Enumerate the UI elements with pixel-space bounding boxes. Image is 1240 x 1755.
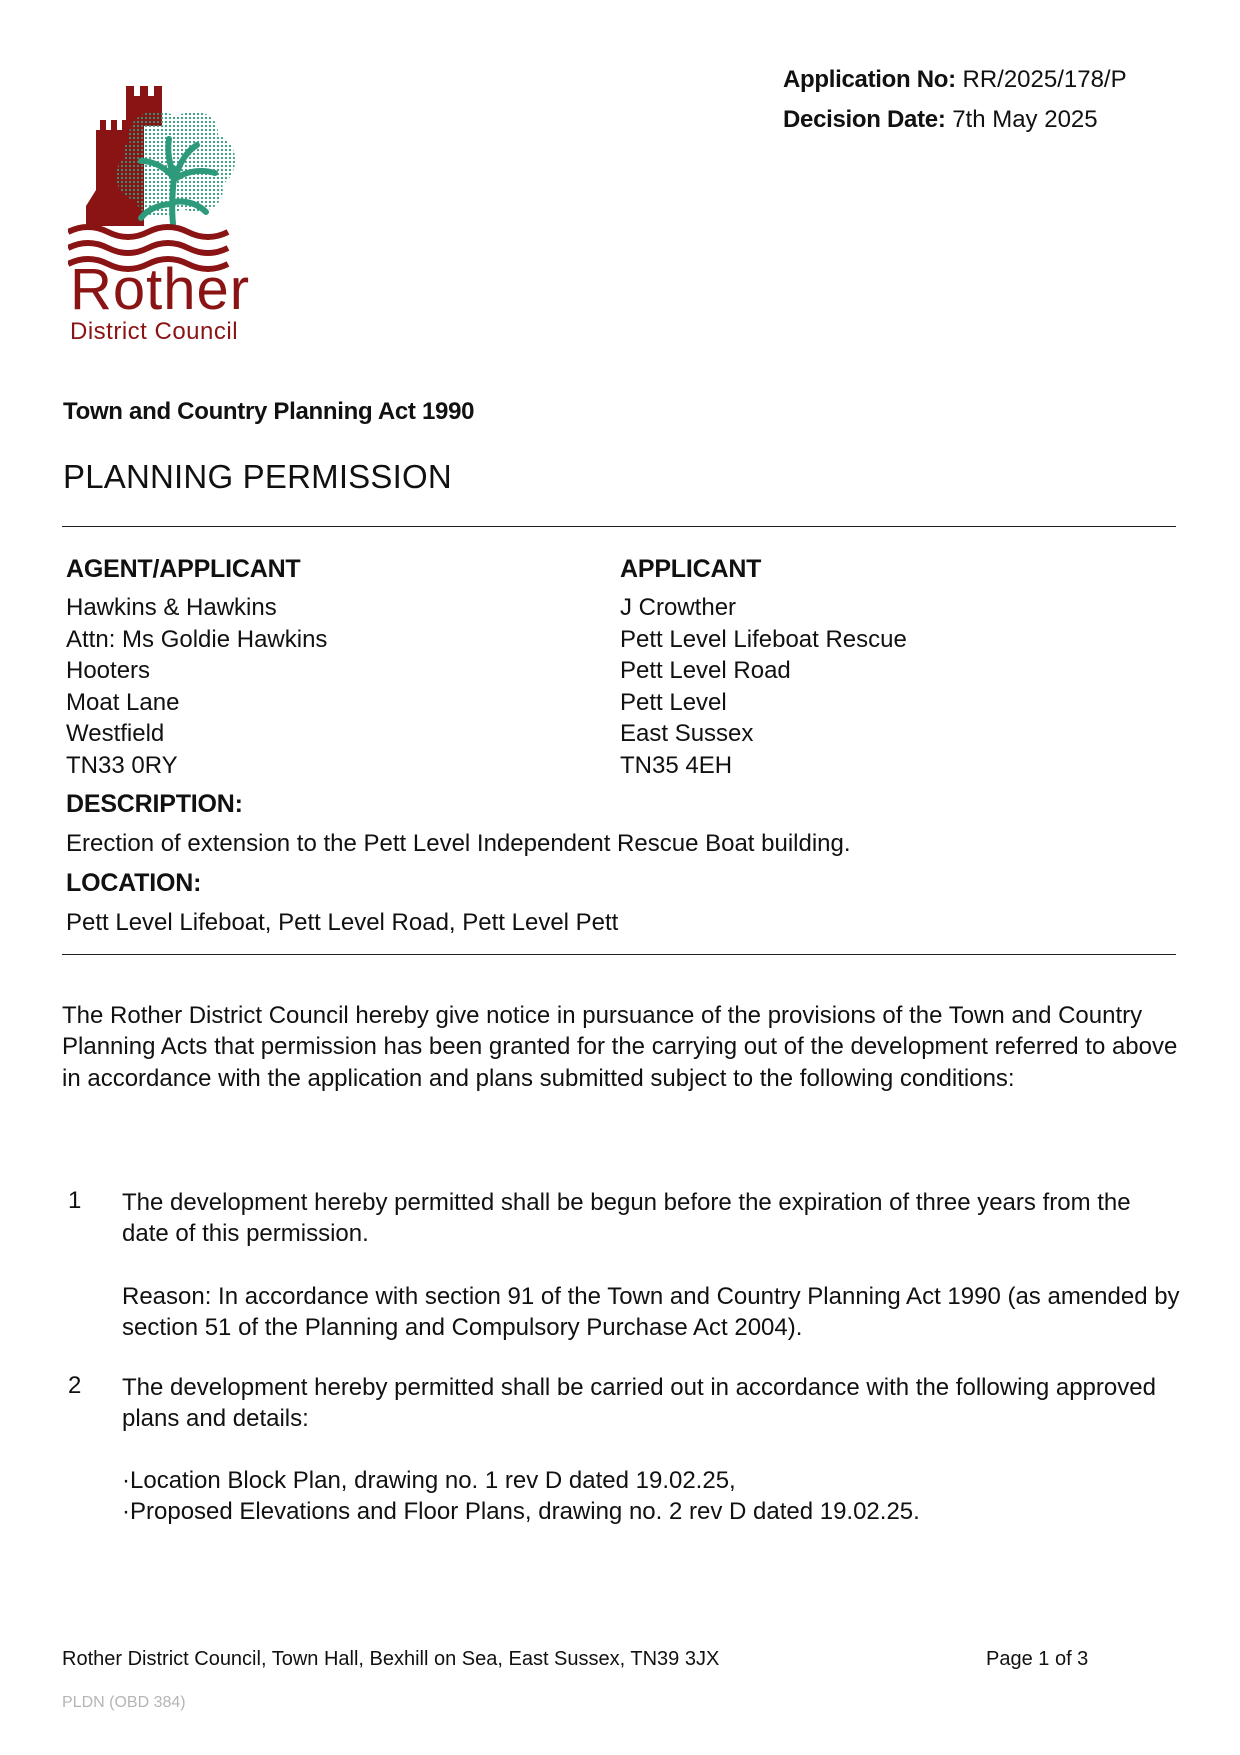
address-line: Attn: Ms Goldie Hawkins: [66, 625, 328, 653]
address-line: J Crowther: [620, 594, 737, 621]
header-info: [783, 60, 1127, 140]
location-heading: LOCATION:: [66, 869, 202, 897]
act-heading: Town and Country Planning Act 1990: [63, 398, 475, 425]
address-line: Hooters: [66, 657, 151, 684]
logo-name: Rother: [70, 257, 251, 322]
agent-heading: AGENT/APPLICANT: [66, 555, 301, 583]
address-line: Pett Level: [620, 688, 727, 716]
condition-reason: Reason: In accordance with section 91 of the Town and Country Planning Act 1990 (as amended by section 51 of the Planning and Compulsory Purchase Act 2004).: [122, 1283, 1180, 1342]
agent-address: [66, 592, 327, 781]
logo-subtitle: District Council: [70, 318, 239, 345]
intro-paragraph: The Rother District Council hereby give notice in pursuance of the provisions of the Town and Country Planning Acts that permission has been granted for the carrying out of the development referred to above in accordance with the application and plans submitted subject to the following conditions:: [62, 1002, 1178, 1092]
address-line: Pett Level Road: [620, 657, 791, 684]
application-label: Application No:: [783, 66, 956, 93]
council-logo: [68, 84, 268, 344]
agent-block: [66, 555, 327, 781]
applicant-address: [620, 592, 907, 781]
applicant-heading: APPLICANT: [620, 555, 762, 583]
application-value: RR/2025/178/P: [962, 66, 1127, 93]
address-line: Moat Lane: [66, 688, 180, 716]
top-divider: [62, 526, 1176, 527]
address-line: TN33 0RY: [66, 751, 178, 779]
footer-address: Rother District Council, Town Hall, Bexhill on Sea, East Sussex, TN39 3JX: [62, 1648, 720, 1670]
description-text: Erection of extension to the Pett Level Independent Rescue Boat building.: [66, 830, 851, 857]
decision-label: Decision Date:: [783, 106, 946, 133]
decision-value: 7th May 2025: [952, 106, 1098, 133]
application-number: [783, 60, 1127, 100]
castle-tree-emblem: [68, 84, 268, 284]
page-number: Page 1 of 3: [986, 1648, 1089, 1670]
plan-item: ·Proposed Elevations and Floor Plans, drawing no. 2 rev D dated 19.02.25.: [122, 1498, 920, 1526]
address-line: TN35 4EH: [620, 751, 733, 779]
bottom-divider: [62, 954, 1176, 955]
address-line: East Sussex: [620, 720, 754, 747]
document-reference: PLDN (OBD 384): [62, 1694, 186, 1711]
address-line: Hawkins & Hawkins: [66, 594, 277, 621]
address-line: Westfield: [66, 720, 165, 747]
page-title: PLANNING PERMISSION: [63, 458, 452, 495]
condition-text: The development hereby permitted shall be begun before the expiration of three years from the date of this permission.: [122, 1189, 1131, 1248]
plan-item: ·Location Block Plan, drawing no. 1 rev D dated 19.02.25,: [122, 1467, 736, 1494]
applicant-block: [620, 555, 907, 781]
condition-text: The development hereby permitted shall be carried out in accordance with the following approved plans and details:: [122, 1374, 1156, 1433]
location-text: Pett Level Lifeboat, Pett Level Road, Pett Level Pett: [66, 909, 619, 936]
address-line: Pett Level Lifeboat Rescue: [620, 625, 907, 653]
decision-date: [783, 100, 1127, 140]
condition-number: 2: [68, 1372, 82, 1399]
description-heading: DESCRIPTION:: [66, 790, 243, 818]
approved-plans-list: [122, 1465, 1182, 1528]
condition-number: 1: [68, 1187, 82, 1214]
